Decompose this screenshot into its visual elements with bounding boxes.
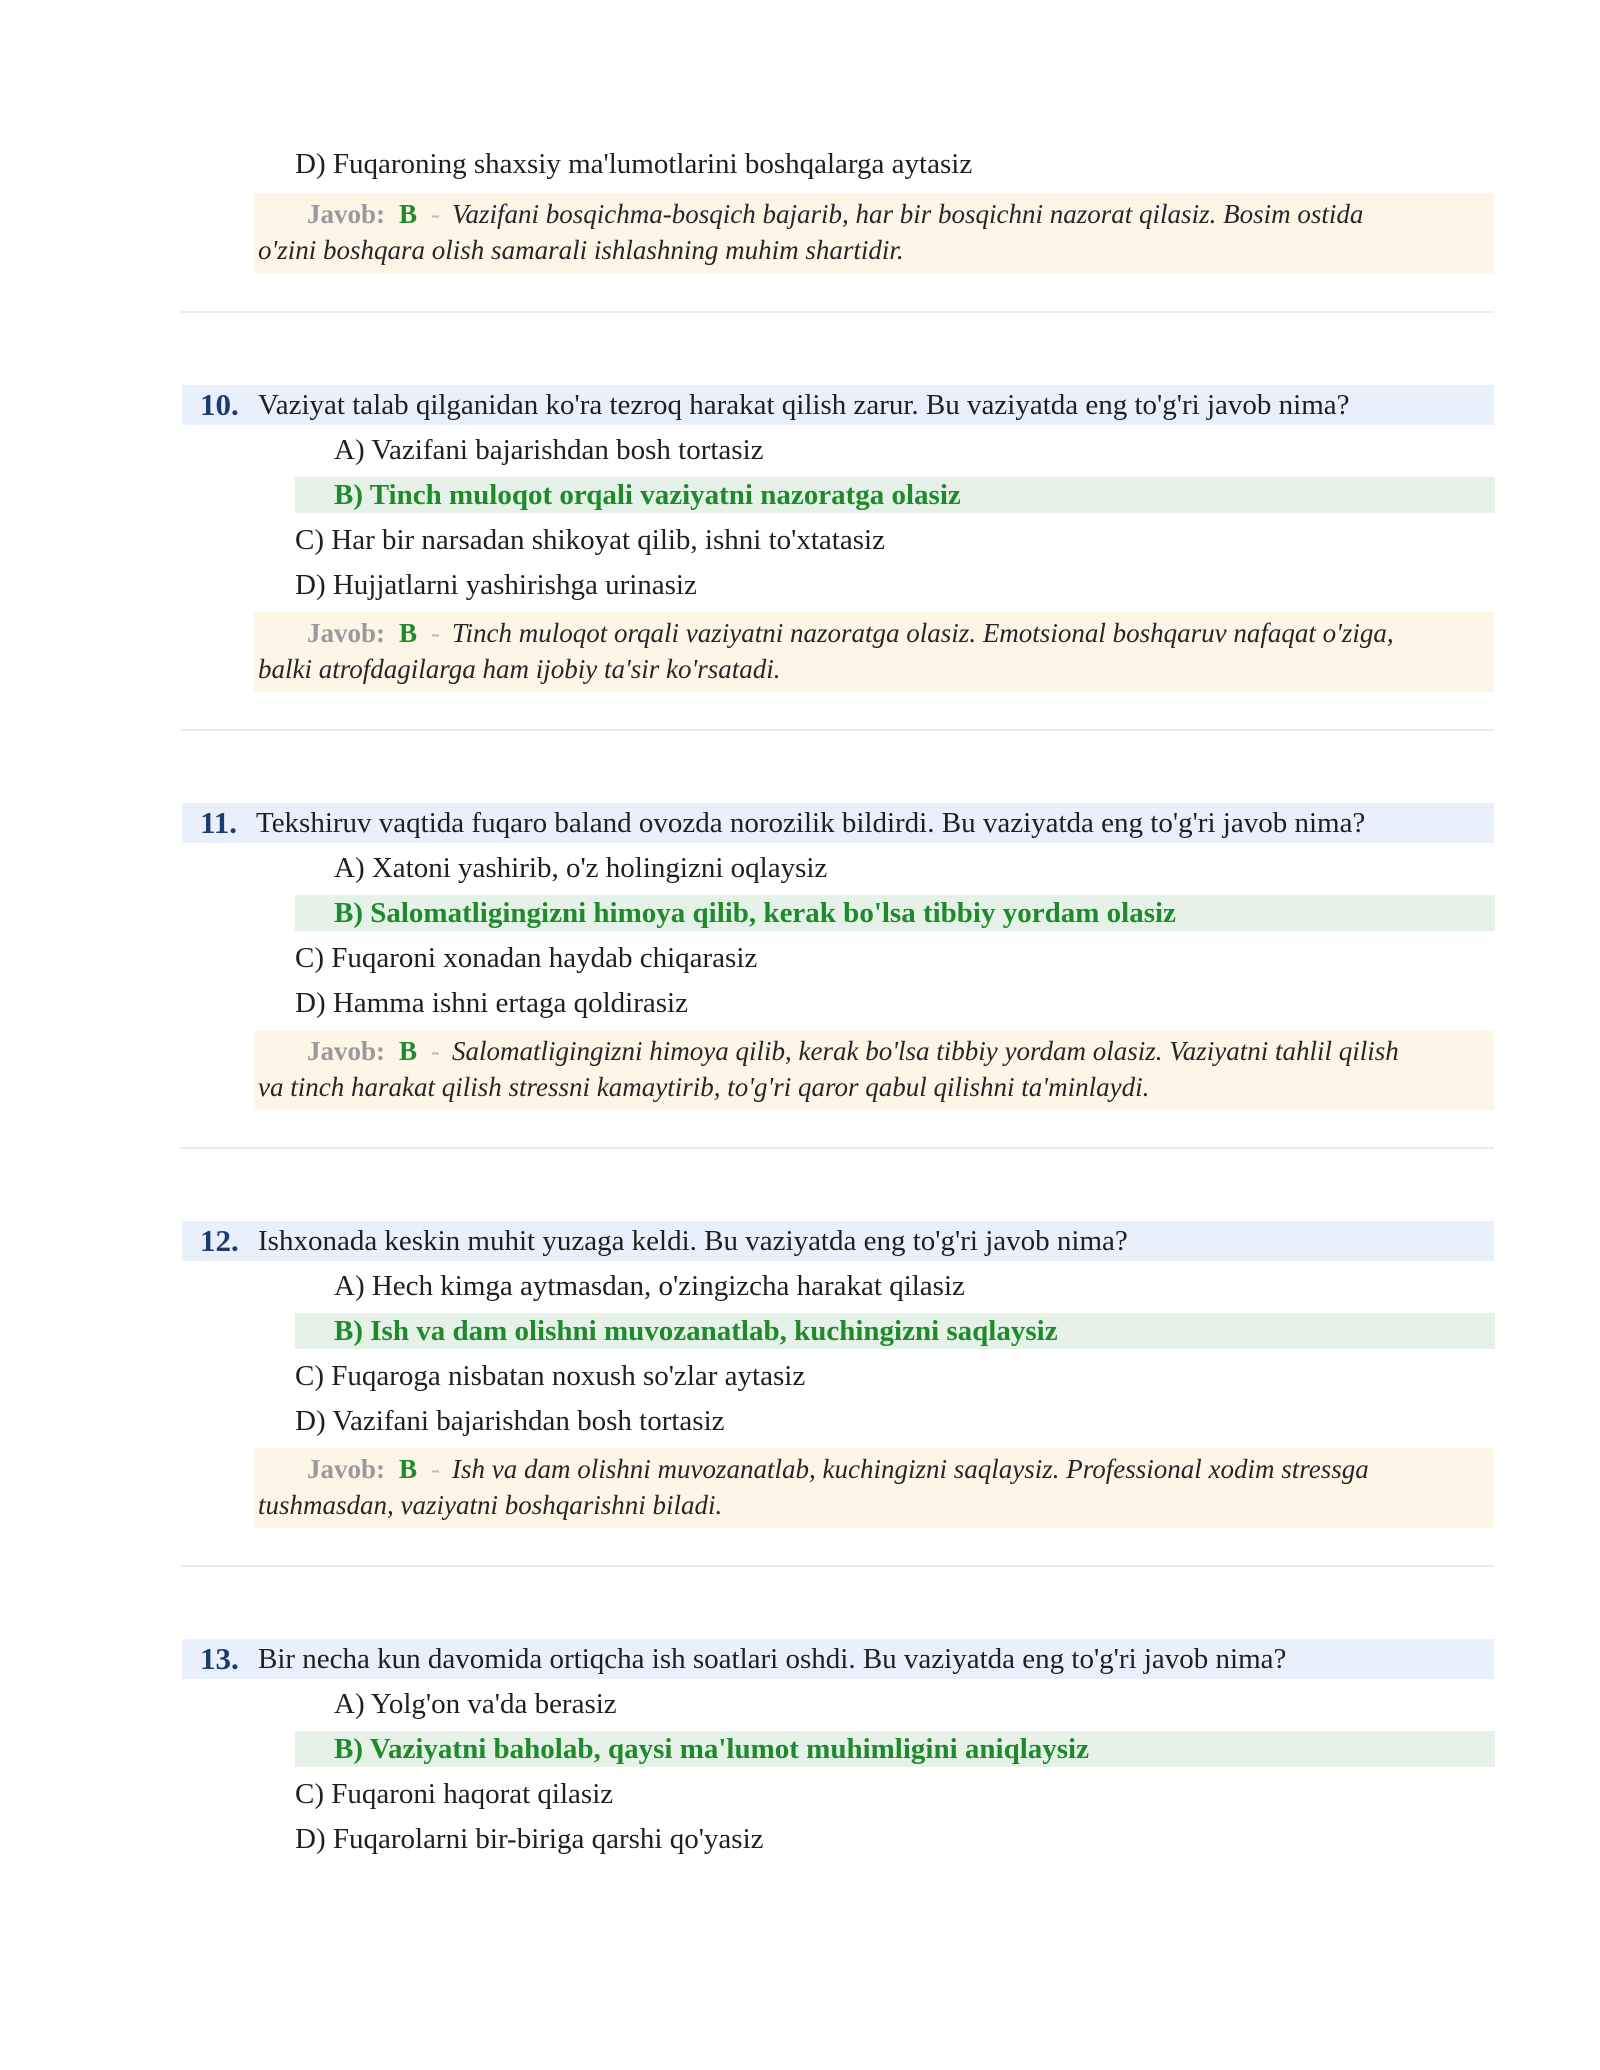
answer-label: Javob: xyxy=(307,1036,386,1066)
answer-line1 xyxy=(307,615,1394,651)
answer-dash: - xyxy=(431,1454,441,1484)
answer-text-1: Tinch muloqot orqali vaziyatni nazoratga olasiz. Emotsional boshqaruv nafaqat o'ziga, xyxy=(452,618,1394,648)
option-c: C) Fuqaroni xonadan haydab chiqarasiz xyxy=(295,942,758,974)
answer-dash: - xyxy=(431,1036,441,1066)
answer-label: Javob: xyxy=(307,618,386,648)
option-b-label: B) Vaziyatni baholab, qaysi ma'lumot muhimligini aniqlaysiz xyxy=(334,1733,1089,1765)
question-11-header xyxy=(182,803,1494,843)
prev-option-d: D) Fuqaroning shaxsiy ma'lumotlarini boshqalarga aytasiz xyxy=(295,148,973,180)
option-a: A) Hech kimga aytmasdan, o'zingizcha harakat qilasiz xyxy=(334,1270,965,1302)
question-10-header xyxy=(182,385,1494,425)
option-d: D) Hujjatlarni yashirishga urinasiz xyxy=(295,569,697,601)
answer-letter: B xyxy=(399,1036,418,1066)
answer-text-1: Salomatligingizni himoya qilib, kerak bo'lsa tibbiy yordam olasiz. Vaziyatni tahlil qilish xyxy=(452,1036,1399,1066)
answer-line1 xyxy=(307,1033,1399,1069)
option-b-correct xyxy=(295,895,1495,931)
option-d: D) Fuqarolarni bir-biriga qarshi qo'yasiz xyxy=(295,1823,764,1855)
option-a: A) Yolg'on va'da berasiz xyxy=(334,1688,617,1720)
option-c: C) Fuqaroga nisbatan noxush so'zlar aytasiz xyxy=(295,1360,806,1392)
question-number: 10. xyxy=(200,387,239,422)
option-a: A) Vazifani bajarishdan bosh tortasiz xyxy=(334,434,764,466)
question-text: Tekshiruv vaqtida fuqaro baland ovozda norozilik bildirdi. Bu vaziyatda eng to'g'ri javob nima? xyxy=(256,807,1366,839)
divider xyxy=(180,311,1494,313)
answer-text-2: tushmasdan, vaziyatni boshqarishni biladi. xyxy=(258,1490,723,1520)
answer-text-2: va tinch harakat qilish stressni kamaytirib, to'g'ri qaror qabul qilishni ta'minlaydi. xyxy=(258,1072,1150,1102)
option-b-correct xyxy=(295,1731,1495,1767)
question-number: 11. xyxy=(200,805,238,840)
option-b-label: B) Tinch muloqot orqali vaziyatni nazoratga olasiz xyxy=(334,479,961,511)
question-text: Ishxonada keskin muhit yuzaga keldi. Bu vaziyatda eng to'g'ri javob nima? xyxy=(258,1225,1128,1257)
answer-label: Javob: xyxy=(307,1454,386,1484)
answer-label: Javob: xyxy=(307,199,386,229)
answer-box xyxy=(254,612,1494,692)
answer-letter: B xyxy=(399,618,418,648)
question-text: Vaziyat talab qilganidan ko'ra tezroq harakat qilish zarur. Bu vaziyatda eng to'g'ri javob nima? xyxy=(258,389,1350,421)
divider xyxy=(180,729,1494,731)
option-b-label: B) Ish va dam olishni muvozanatlab, kuchingizni saqlaysiz xyxy=(334,1315,1058,1347)
answer-line1 xyxy=(307,1451,1369,1487)
option-b-correct xyxy=(295,477,1495,513)
option-b-correct xyxy=(295,1313,1495,1349)
answer-letter: B xyxy=(399,199,418,229)
prev-answer-line1 xyxy=(307,196,1363,232)
answer-text-1: Ish va dam olishni muvozanatlab, kuchingizni saqlaysiz. Professional xodim stressga xyxy=(452,1454,1369,1484)
option-c: C) Fuqaroni haqorat qilasiz xyxy=(295,1778,614,1810)
prev-answer-box xyxy=(254,193,1494,273)
answer-text-2: o'zini boshqara olish samarali ishlashning muhim shartidir. xyxy=(258,235,904,265)
question-number: 12. xyxy=(200,1223,239,1258)
answer-text-2: balki atrofdagilarga ham ijobiy ta'sir ko'rsatadi. xyxy=(258,654,781,684)
divider xyxy=(180,1147,1494,1149)
question-number: 13. xyxy=(200,1641,239,1676)
answer-dash: - xyxy=(431,199,441,229)
option-a: A) Xatoni yashirib, o'z holingizni oqlaysiz xyxy=(334,852,828,884)
option-d: D) Vazifani bajarishdan bosh tortasiz xyxy=(295,1405,725,1437)
option-c: C) Har bir narsadan shikoyat qilib, ishni to'xtatasiz xyxy=(295,524,885,556)
option-d: D) Hamma ishni ertaga qoldirasiz xyxy=(295,987,688,1019)
option-b-label: B) Salomatligingizni himoya qilib, kerak bo'lsa tibbiy yordam olasiz xyxy=(334,897,1176,929)
divider xyxy=(180,1565,1494,1567)
answer-text-1: Vazifani bosqichma-bosqich bajarib, har bir bosqichni nazorat qilasiz. Bosim ostida xyxy=(452,199,1364,229)
question-text: Bir necha kun davomida ortiqcha ish soatlari oshdi. Bu vaziyatda eng to'g'ri javob nima? xyxy=(258,1643,1287,1675)
answer-dash: - xyxy=(431,618,441,648)
answer-box xyxy=(254,1030,1494,1110)
question-12-header xyxy=(182,1221,1494,1261)
question-13-header xyxy=(182,1639,1494,1679)
answer-box xyxy=(254,1448,1494,1528)
answer-letter: B xyxy=(399,1454,418,1484)
